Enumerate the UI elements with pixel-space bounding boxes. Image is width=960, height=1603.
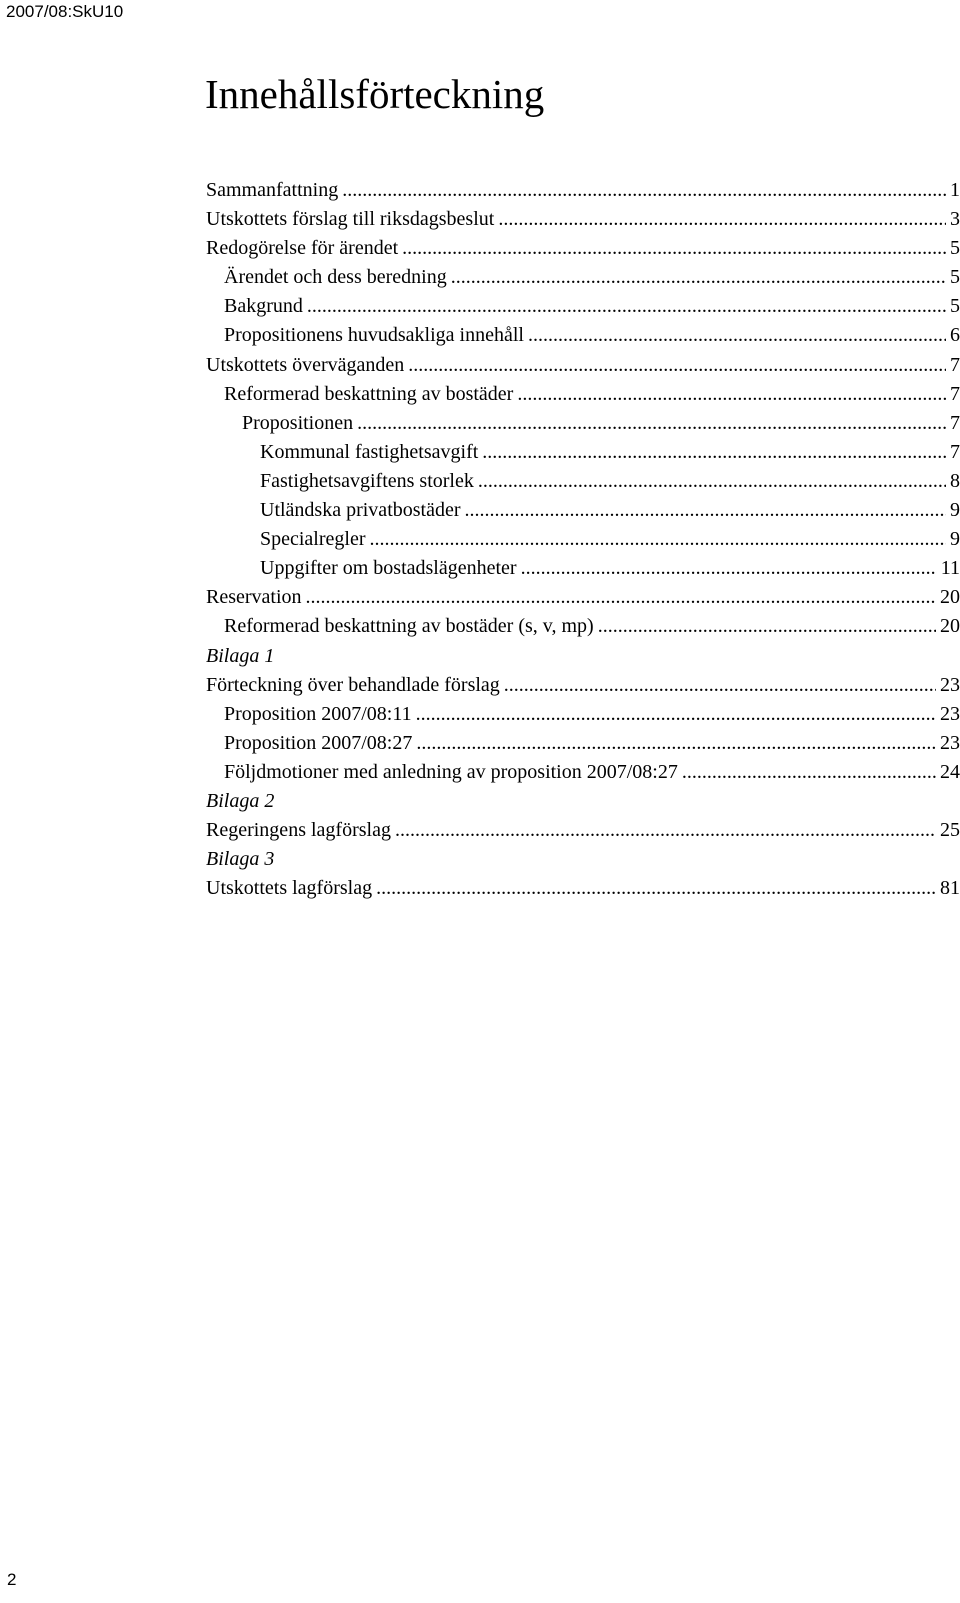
toc-entry-title: Propositionens huvudsakliga innehåll [224, 324, 524, 347]
toc-entry-page: 3 [950, 208, 960, 231]
toc-entry-title: Förteckning över behandlade förslag [206, 673, 500, 696]
toc-entry-title: Bilaga 2 [206, 789, 275, 812]
dot-leader [395, 816, 936, 845]
toc-entry[interactable] [206, 176, 960, 205]
toc-entry-title: Kommunal fastighetsavgift [260, 440, 479, 463]
dot-leader [357, 409, 946, 438]
toc-entry[interactable] [206, 321, 960, 350]
toc-entry-title: Redogörelse för ärendet [206, 237, 399, 260]
toc-entry-page: 7 [950, 353, 960, 376]
toc-entry-page: 23 [940, 673, 960, 696]
toc-entry-title: Bilaga 3 [206, 848, 275, 871]
toc-entry[interactable] [206, 874, 960, 903]
dot-leader [478, 467, 946, 496]
page-title: Innehållsförteckning [205, 71, 545, 117]
toc-entry-title: Ärendet och dess beredning [224, 266, 447, 289]
toc-entry-title: Uppgifter om bostadslägenheter [260, 557, 517, 580]
toc-entry[interactable] [206, 409, 960, 438]
toc-entry-page: 9 [950, 528, 960, 551]
dot-leader [465, 496, 947, 525]
toc-entry-page: 7 [950, 440, 960, 463]
toc-entry-page: 20 [940, 615, 960, 638]
toc-entry-title: Reservation [206, 586, 302, 609]
toc-entry-title: Sammanfattning [206, 179, 339, 201]
toc-entry-title: Bakgrund [224, 295, 303, 318]
toc-entry[interactable] [206, 205, 960, 234]
toc-entry-page: 23 [940, 731, 960, 754]
toc-entry-page: 5 [950, 266, 960, 289]
toc-entry-title: Fastighetsavgiftens storlek [260, 469, 474, 492]
toc-entry[interactable] [206, 380, 960, 409]
toc-entry[interactable] [206, 292, 960, 321]
toc-entry-page: 23 [940, 702, 960, 725]
dot-leader [517, 380, 946, 409]
dot-leader [521, 554, 937, 583]
toc-entry[interactable] [206, 525, 960, 554]
toc-section-heading [206, 787, 960, 816]
toc-entry-title: Proposition 2007/08:11 [224, 702, 412, 725]
dot-leader [306, 583, 936, 612]
page-number: 2 [7, 1570, 17, 1589]
toc-entry[interactable] [206, 671, 960, 700]
toc-entry-page: 11 [940, 557, 960, 580]
toc-entry-title: Reformerad beskattning av bostäder [224, 382, 514, 405]
toc-entry-title: Regeringens lagförslag [206, 819, 391, 842]
toc-entry[interactable] [206, 467, 960, 496]
toc-entry[interactable] [206, 263, 960, 292]
toc-entry-page: 8 [950, 469, 960, 492]
dot-leader [598, 612, 936, 641]
toc-entry[interactable] [206, 758, 960, 787]
toc-entry[interactable] [206, 438, 960, 467]
toc-entry-page: 6 [950, 324, 960, 347]
toc-entry-title: Proposition 2007/08:27 [224, 731, 413, 754]
toc-entry-page: 1 [950, 179, 960, 201]
toc-entry-page: 9 [950, 499, 960, 522]
dot-leader [416, 729, 936, 758]
toc-entry[interactable] [206, 496, 960, 525]
toc-entry-title: Propositionen [242, 411, 354, 434]
toc-section-heading [206, 845, 960, 874]
dot-leader [451, 263, 946, 292]
toc-entry[interactable] [206, 700, 960, 729]
dot-leader [416, 700, 936, 729]
toc-entry-title: Reformerad beskattning av bostäder (s, v, mp) [224, 615, 594, 638]
dot-leader [482, 438, 946, 467]
toc-entry-page: 81 [940, 877, 960, 900]
dot-leader [342, 176, 946, 205]
dot-leader [402, 234, 946, 263]
table-of-contents [206, 176, 960, 903]
dot-leader [682, 758, 936, 787]
toc-entry-title: Specialregler [260, 528, 366, 551]
dot-leader [307, 292, 946, 321]
dot-leader [408, 351, 946, 380]
toc-entry[interactable] [206, 583, 960, 612]
toc-entry-page: 5 [950, 237, 960, 260]
toc-entry-page: 5 [950, 295, 960, 318]
toc-entry-title: Bilaga 1 [206, 644, 275, 667]
toc-entry[interactable] [206, 234, 960, 263]
dot-leader [504, 671, 936, 700]
toc-entry-page: 20 [940, 586, 960, 609]
toc-entry[interactable] [206, 351, 960, 380]
toc-entry-page: 7 [950, 411, 960, 434]
toc-entry[interactable] [206, 554, 960, 583]
toc-entry-title: Utskottets lagförslag [206, 877, 373, 900]
toc-entry-page: 24 [940, 760, 960, 783]
toc-entry-title: Utländska privatbostäder [260, 499, 461, 522]
toc-entry-title: Följdmotioner med anledning av proposition 2007/08:27 [224, 760, 678, 783]
dot-leader [498, 205, 946, 234]
toc-section-heading [206, 642, 960, 671]
toc-entry-title: Utskottets förslag till riksdagsbeslut [206, 208, 495, 231]
toc-entry-page: 25 [940, 819, 960, 842]
toc-entry[interactable] [206, 816, 960, 845]
toc-entry-page: 7 [950, 382, 960, 405]
document-id: 2007/08:SkU10 [6, 2, 124, 21]
toc-entry[interactable] [206, 612, 960, 641]
toc-entry-title: Utskottets överväganden [206, 353, 405, 376]
dot-leader [376, 874, 936, 903]
dot-leader [528, 321, 946, 350]
toc-entry[interactable] [206, 729, 960, 758]
dot-leader [370, 525, 947, 554]
